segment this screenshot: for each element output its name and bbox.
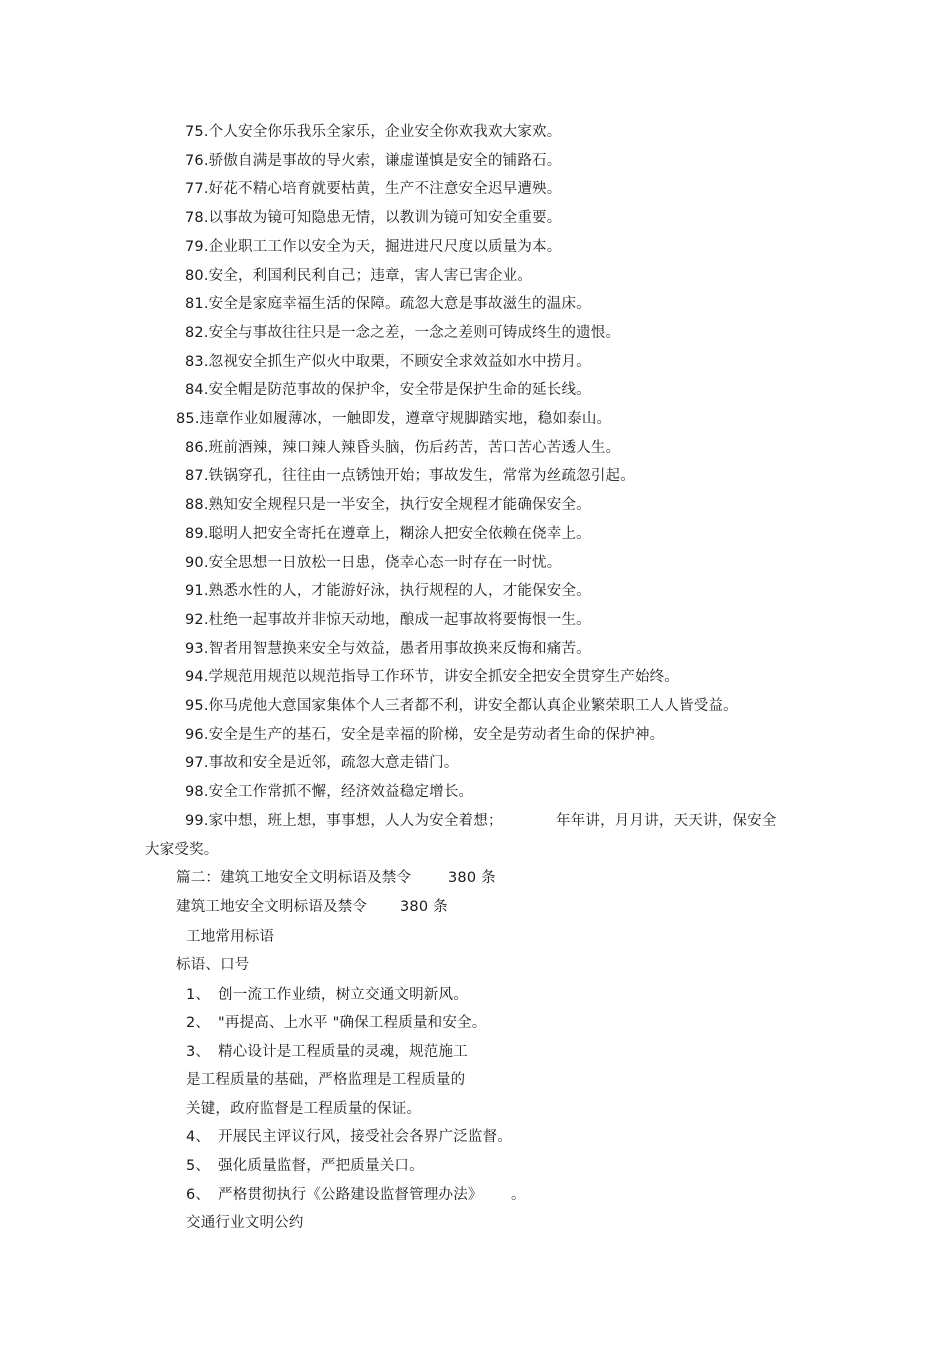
- subheading-common-slogans: 工地常用标语: [186, 929, 275, 945]
- slogan-line: 84.安全帽是防范事故的保护伞，安全带是保护生命的延长线。: [185, 382, 591, 398]
- slogan-line: 90.安全思想一日放松一日患，侥幸心态一时存在一时忧。: [185, 555, 562, 571]
- slogan-line: 97.事故和安全是近邻，疏忽大意走错门。: [185, 755, 459, 771]
- slogan-line: 96.安全是生产的基石，安全是幸福的阶梯，安全是劳动者生命的保护神。: [185, 727, 665, 743]
- slogan-99-part2: 年年讲，月月讲，天天讲，保安全: [556, 813, 777, 829]
- slogan-99-continuation: 大家受奖。: [145, 842, 219, 858]
- item-6-period: 。: [511, 1187, 526, 1203]
- item-2-number: 2、: [186, 1015, 211, 1031]
- section-title-count: 380 条: [400, 899, 448, 915]
- item-1-number: 1、: [186, 987, 211, 1003]
- item-3-text: 精心设计是工程质量的灵魂，规范施工: [218, 1044, 468, 1060]
- slogan-line: 98.安全工作常抓不懈，经济效益稳定增长。: [185, 784, 474, 800]
- slogan-line: 91.熟悉水性的人，才能游好泳，执行规程的人，才能保安全。: [185, 583, 591, 599]
- slogan-line: 89.聪明人把安全寄托在遵章上，糊涂人把安全依赖在侥幸上。: [185, 526, 591, 542]
- item-3-continuation-1: 是工程质量的基础，严格监理是工程质量的: [186, 1072, 466, 1088]
- item-3-number: 3、: [186, 1044, 211, 1060]
- item-4-text: 开展民主评议行风，接受社会各界广泛监督。: [218, 1129, 512, 1145]
- slogan-line: 78.以事故为镜可知隐患无情，以教训为镜可知安全重要。: [185, 210, 562, 226]
- item-1-text: 创一流工作业绩，树立交通文明新风。: [218, 987, 468, 1003]
- section-heading: 篇二：建筑工地安全文明标语及禁令: [176, 870, 412, 886]
- slogan-line: 82.安全与事故往往只是一念之差，一念之差则可铸成终生的遗恨。: [185, 325, 621, 341]
- item-2-text: "再提高、上水平 "确保工程质量和安全。: [218, 1015, 487, 1031]
- item-3-continuation-2: 关键，政府监督是工程质量的保证。: [186, 1101, 422, 1117]
- slogan-line: 87.铁锅穿孔，往往由一点锈蚀开始；事故发生，常常为丝疏忽引起。: [185, 468, 635, 484]
- slogan-99-part1: 99.家中想，班上想，事事想，人人为安全着想；: [185, 813, 503, 829]
- footer-heading: 交通行业文明公约: [186, 1215, 304, 1231]
- slogan-line: 94.学规范用规范以规范指导工作环节，讲安全抓安全把安全贯穿生产始终。: [185, 669, 680, 685]
- slogan-line: 85.违章作业如履薄冰，一触即发，遵章守规脚踏实地，稳如泰山。: [176, 411, 612, 427]
- section-heading-count: 380 条: [448, 870, 496, 886]
- slogan-line: 95.你马虎他大意国家集体个人三者都不利，讲安全都认真企业繁荣职工人人皆受益。: [185, 698, 738, 714]
- slogan-line: 92.杜绝一起事故并非惊天动地，酿成一起事故将要悔恨一生。: [185, 612, 591, 628]
- slogan-line: 88.熟知安全规程只是一半安全，执行安全规程才能确保安全。: [185, 497, 591, 513]
- slogan-line: 77.好花不精心培育就要枯黄，生产不注意安全迟早遭殃。: [185, 181, 562, 197]
- item-6-number: 6、: [186, 1187, 211, 1203]
- item-5-text: 强化质量监督，严把质量关口。: [218, 1158, 424, 1174]
- slogan-line: 93.智者用智慧换来安全与效益，愚者用事故换来反悔和痛苦。: [185, 641, 591, 657]
- slogan-line: 80.安全，利国利民利自己；违章，害人害已害企业。: [185, 268, 533, 284]
- slogan-line: 75.个人安全你乐我乐全家乐，企业安全你欢我欢大家欢。: [185, 124, 562, 140]
- slogan-line: 76.骄傲自满是事故的导火索，谦虚谨慎是安全的铺路石。: [185, 153, 562, 169]
- slogan-line: 86.班前酒辣，辣口辣人辣昏头脑，伤后药苦，苦口苦心苦透人生。: [185, 440, 621, 456]
- item-4-number: 4、: [186, 1129, 211, 1145]
- item-6-text: 严格贯彻执行《公路建设监督管理办法》: [218, 1187, 483, 1203]
- slogan-line: 81.安全是家庭幸福生活的保障。疏忽大意是事故滋生的温床。: [185, 296, 591, 312]
- item-5-number: 5、: [186, 1158, 211, 1174]
- section-title: 建筑工地安全文明标语及禁令: [176, 899, 368, 915]
- slogan-line: 83.忽视安全抓生产似火中取栗，不顾安全求效益如水中捞月。: [185, 354, 591, 370]
- slogan-line: 79.企业职工工作以安全为天，掘进进尺尺度以质量为本。: [185, 239, 562, 255]
- subheading-slogans: 标语、口号: [176, 957, 250, 973]
